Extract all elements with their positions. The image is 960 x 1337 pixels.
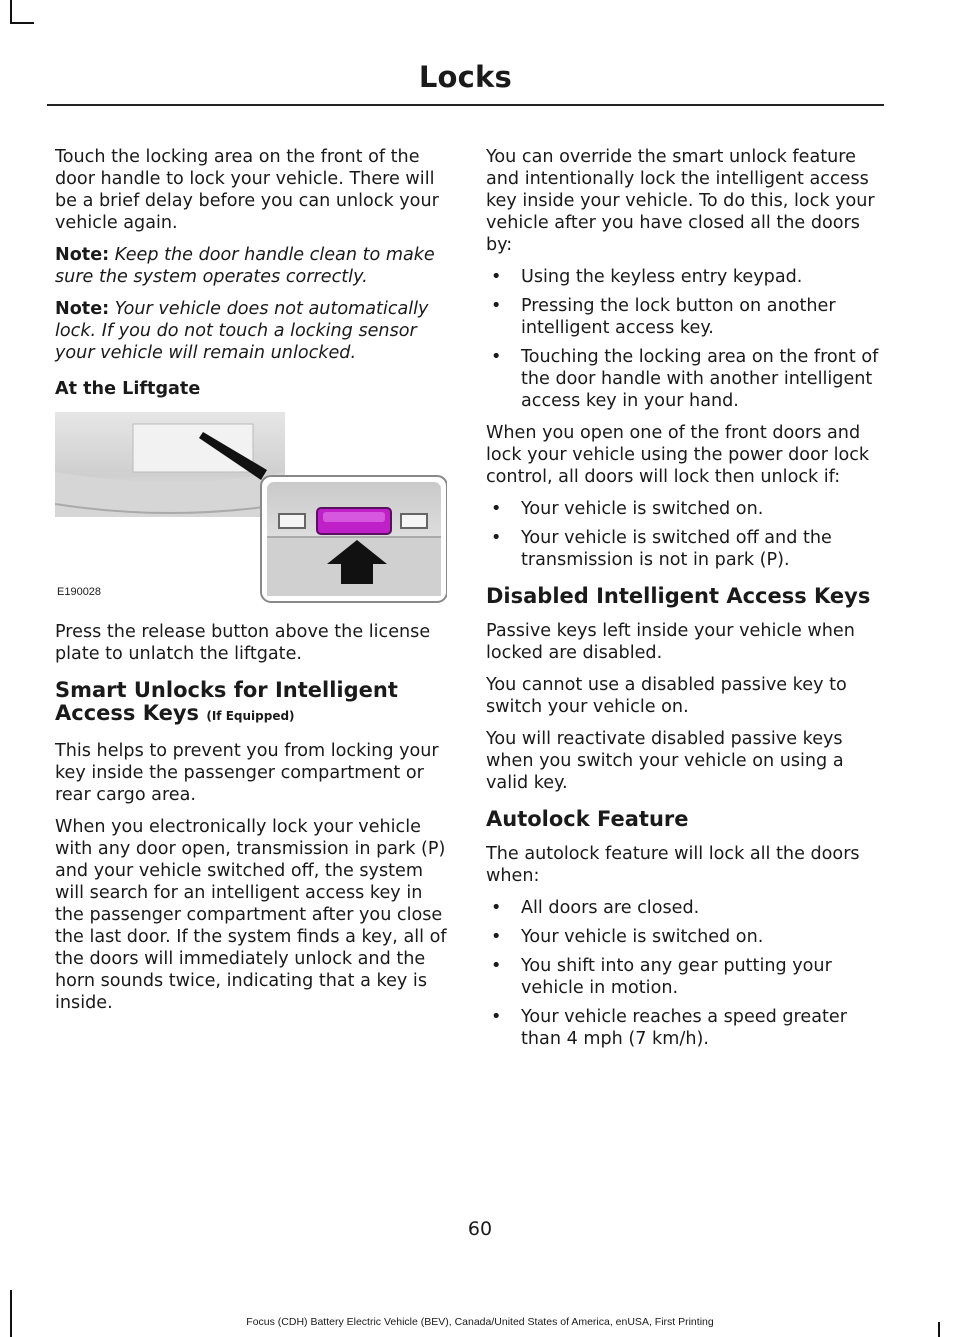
list-item-text: All doors are closed. bbox=[521, 898, 700, 918]
list-item-text: Your vehicle reaches a speed greater than 4 mph (7 km/h). bbox=[521, 1007, 847, 1049]
crop-mark-top-left-h bbox=[10, 22, 34, 24]
heading-disabled-keys: Disabled Intelligent Access Keys bbox=[486, 584, 871, 608]
page-title: Locks bbox=[418, 60, 512, 94]
list-item bbox=[486, 955, 881, 999]
list-item-text: Pressing the lock button on another intelligent access key. bbox=[521, 296, 836, 338]
right-column bbox=[486, 146, 881, 1060]
heading-autolock: Autolock Feature bbox=[486, 807, 689, 831]
list-item-text: Touching the locking area on the front of the door handle with another intelligent access key in your hand. bbox=[521, 347, 879, 411]
crop-mark-top-left-v bbox=[10, 0, 12, 24]
header-rule bbox=[47, 104, 884, 106]
bullet: • bbox=[491, 956, 502, 976]
figure-code: E190028 bbox=[57, 586, 102, 598]
note-label: Note: bbox=[55, 245, 110, 265]
paragraph-touch-locking: Touch the locking area on the front of the door handle to lock your vehicle. There will be a brief delay before you can unlock your vehicle again. bbox=[55, 147, 439, 233]
list-item bbox=[486, 498, 881, 520]
override-methods-list bbox=[486, 266, 881, 412]
note-text: Keep the door handle clean to make sure the system operates correctly. bbox=[55, 245, 435, 287]
bullet: • bbox=[491, 898, 502, 918]
paragraph-prevent-locking: This helps to prevent you from locking your key inside the passenger compartment or rear cargo area. bbox=[55, 741, 439, 805]
bullet: • bbox=[491, 267, 502, 287]
subheading-liftgate: At the Liftgate bbox=[55, 379, 201, 399]
bullet: • bbox=[491, 296, 502, 316]
list-item-text: Your vehicle is switched on. bbox=[521, 927, 764, 947]
note-text: Your vehicle does not automatically lock. If you do not touch a locking sensor your vehicle will remain unlocked. bbox=[55, 299, 429, 363]
paragraph-release-button: Press the release button above the license plate to unlatch the liftgate. bbox=[55, 622, 431, 664]
note-door-handle bbox=[55, 244, 447, 288]
list-item bbox=[486, 527, 881, 571]
bullet: • bbox=[491, 1007, 502, 1027]
paragraph-reactivate: You will reactivate disabled passive keys when you switch your vehicle on using a valid key. bbox=[486, 729, 844, 793]
list-item bbox=[486, 1006, 881, 1050]
paragraph-override: You can override the smart unlock feature and intentionally lock the intelligent access key inside your vehicle. To do this, lock your vehicle after you have closed all the doors by: bbox=[486, 147, 875, 255]
paragraph-passive-keys: Passive keys left inside your vehicle when locked are disabled. bbox=[486, 621, 855, 663]
list-item bbox=[486, 897, 881, 919]
list-item bbox=[486, 346, 881, 412]
list-item bbox=[486, 266, 881, 288]
liftgate-illustration bbox=[55, 412, 447, 607]
note-autolock bbox=[55, 298, 447, 364]
heading-smart-unlocks bbox=[55, 679, 447, 728]
heading-text: Smart Unlocks for Intelligent Access Keys bbox=[55, 678, 398, 725]
list-item-text: Your vehicle is switched on. bbox=[521, 499, 764, 519]
bullet: • bbox=[491, 927, 502, 947]
page-number: 60 bbox=[467, 1218, 493, 1240]
paragraph-electronic-lock: When you electronically lock your vehicle with any door open, transmission in park (P) and your vehicle switched off, the system will search for an intelligent access key in the passenger compartment after you close the last door. If the system finds a key, all of the doors will immediately unlock and the horn sounds twice, indicating that a key is inside. bbox=[55, 817, 447, 1013]
bullet: • bbox=[491, 347, 502, 367]
bullet: • bbox=[491, 499, 502, 519]
bullet: • bbox=[491, 528, 502, 548]
liftgate-figure bbox=[55, 412, 447, 607]
if-equipped-label: (If Equipped) bbox=[206, 709, 295, 723]
paragraph-front-doors: When you open one of the front doors and lock your vehicle using the power door lock control, all doors will lock then unlock if: bbox=[486, 423, 870, 487]
note-label: Note: bbox=[55, 299, 110, 319]
list-item-text: You shift into any gear putting your vehicle in motion. bbox=[521, 956, 832, 998]
footer-text: Focus (CDH) Battery Electric Vehicle (BEV), Canada/United States of America, enUSA, First Printing bbox=[246, 1316, 714, 1328]
list-item-text: Using the keyless entry keypad. bbox=[521, 267, 803, 287]
left-column bbox=[55, 146, 447, 1024]
unlock-conditions-list bbox=[486, 498, 881, 571]
list-item-text: Your vehicle is switched off and the transmission is not in park (P). bbox=[521, 528, 832, 570]
list-item bbox=[486, 926, 881, 948]
autolock-conditions-list bbox=[486, 897, 881, 1050]
crop-mark-bottom-left-v bbox=[10, 1290, 12, 1337]
paragraph-cannot-use: You cannot use a disabled passive key to switch your vehicle on. bbox=[486, 675, 847, 717]
list-item bbox=[486, 295, 881, 339]
paragraph-autolock: The autolock feature will lock all the doors when: bbox=[486, 844, 860, 886]
